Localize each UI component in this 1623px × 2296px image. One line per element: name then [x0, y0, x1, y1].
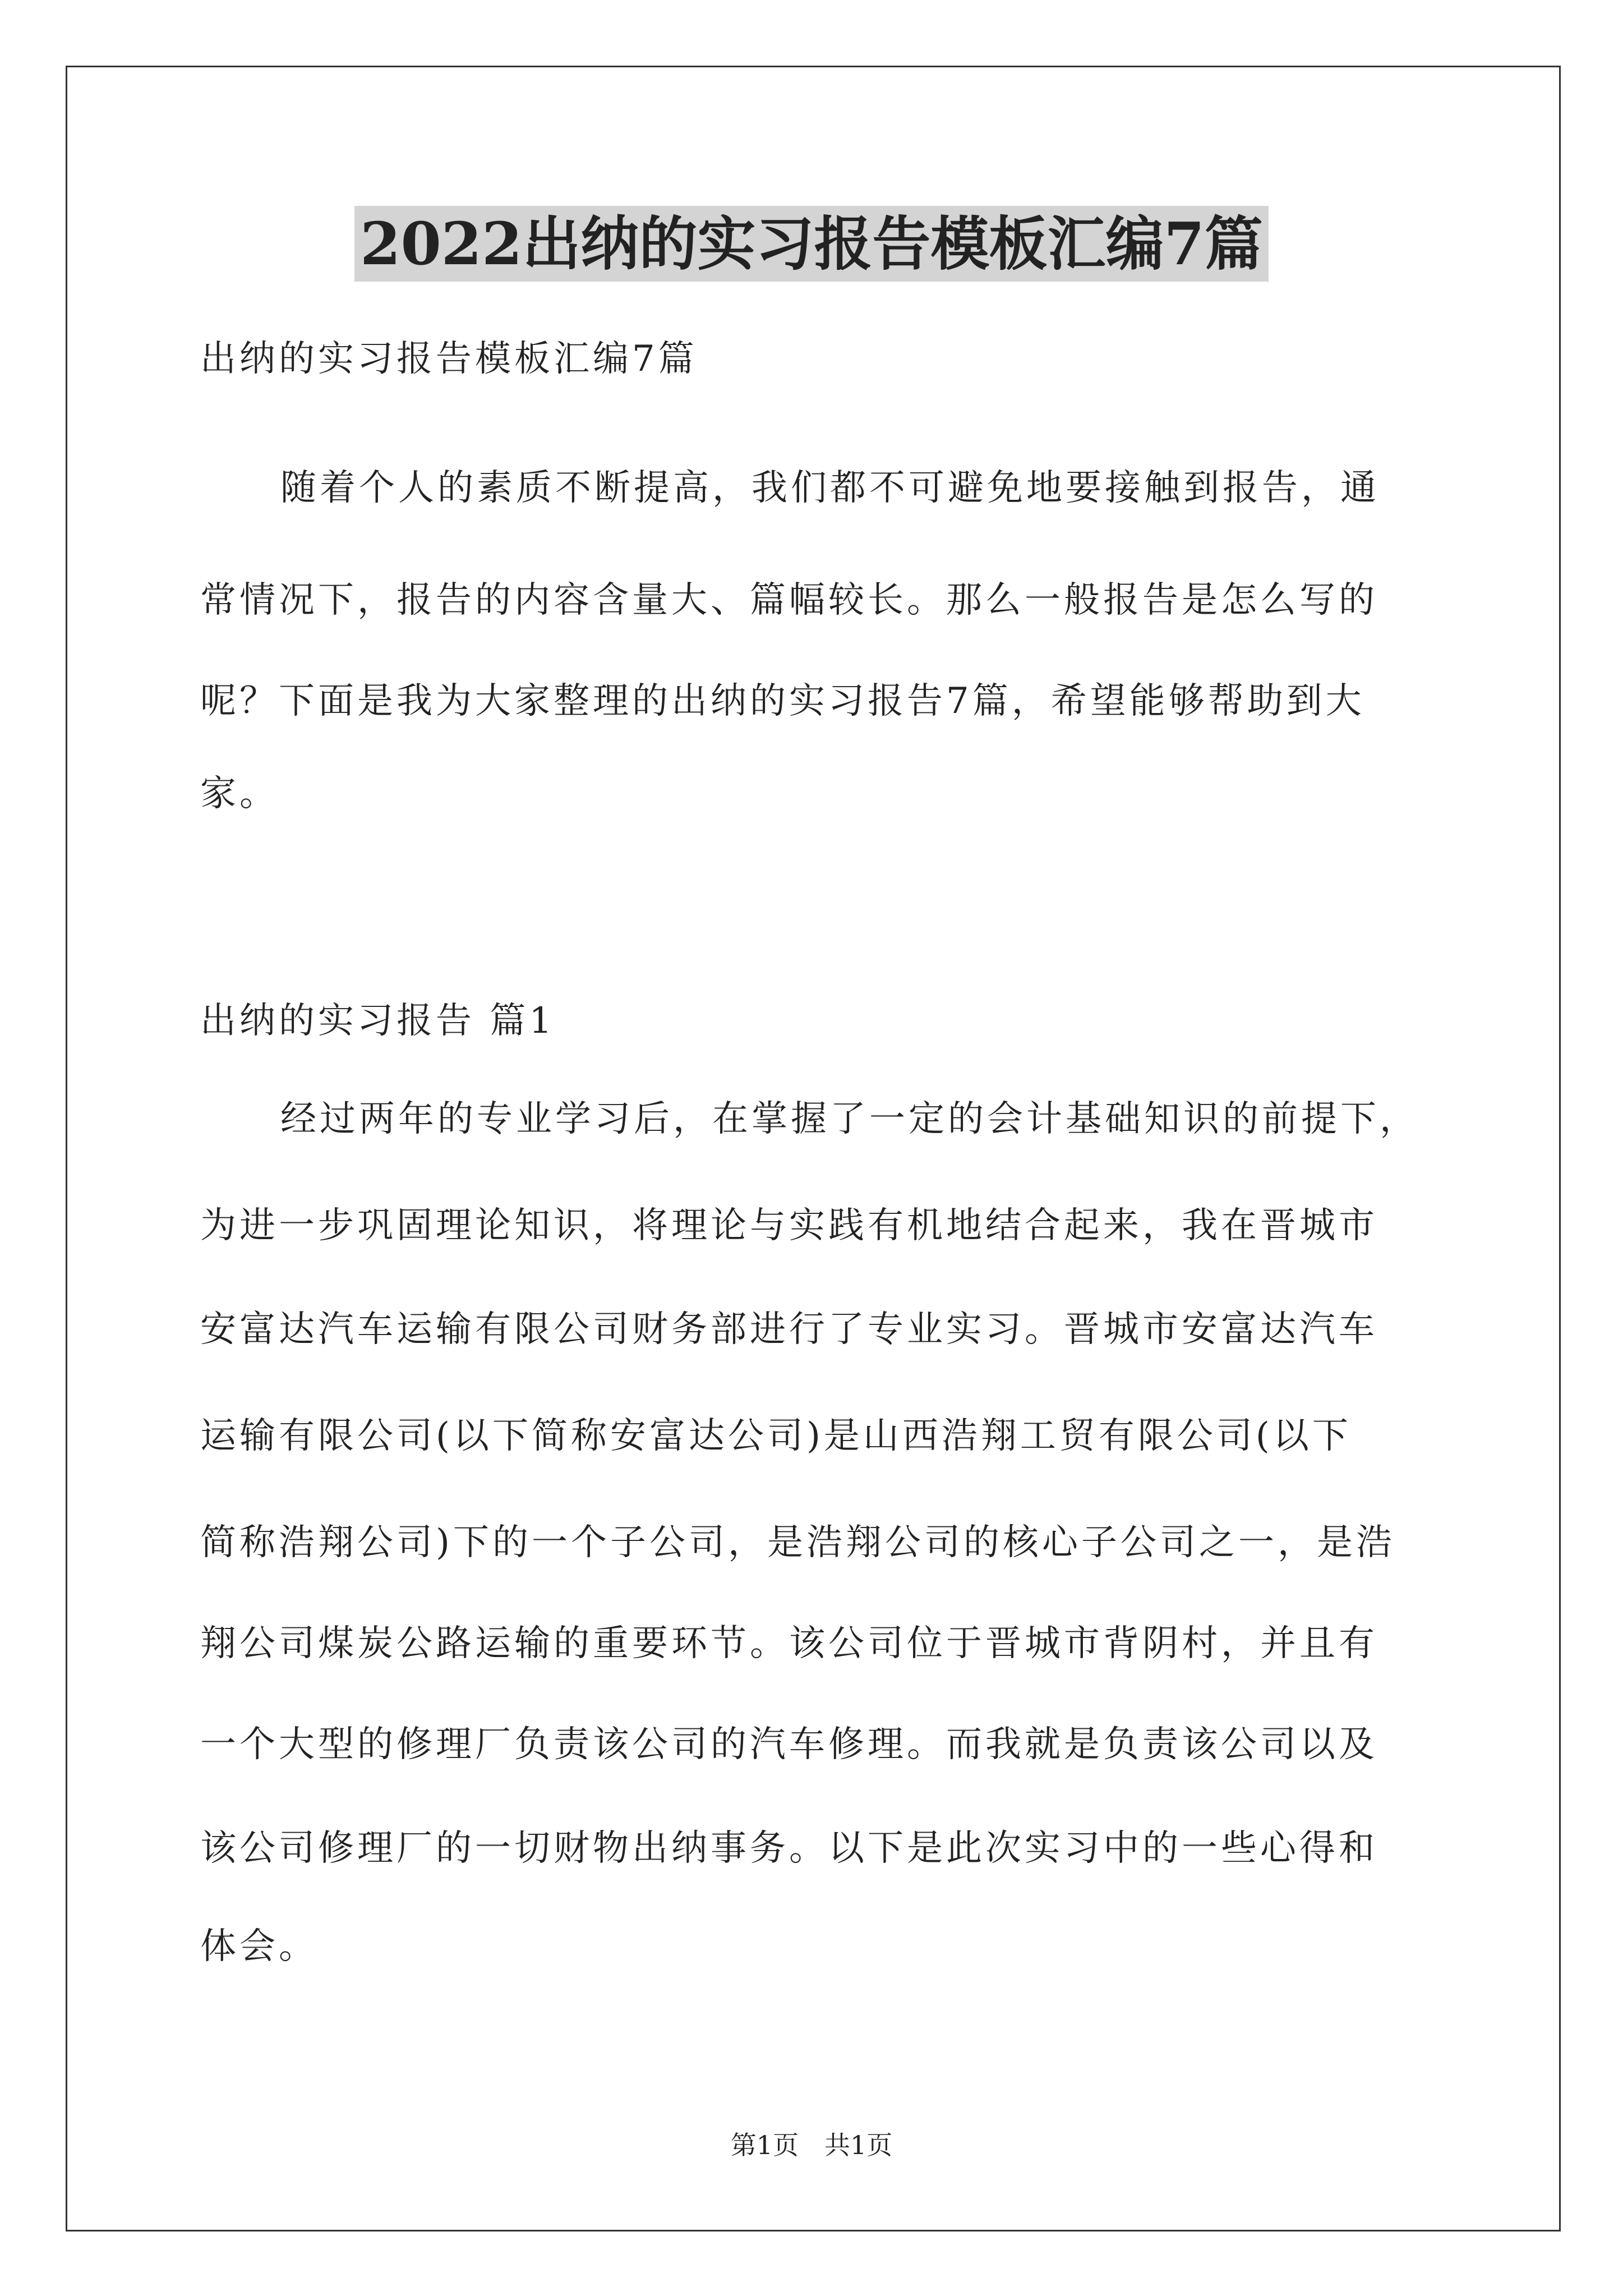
page-footer: 第1页 共1页	[730, 2130, 893, 2160]
document-subtitle: 出纳的实习报告模板汇编7篇	[200, 338, 698, 380]
document-title	[0, 202, 1623, 286]
intro-line: 随着个人的素质不断提高，我们都不可避免地要接触到报告，通	[280, 467, 1380, 509]
body-line: 为进一步巩固理论知识，将理论与实践有机地结合起来，我在晋城市	[200, 1205, 1378, 1246]
body-line: 安富达汽车运输有限公司财务部进行了专业实习。晋城市安富达汽车	[200, 1309, 1378, 1350]
body-line: 翔公司煤炭公路运输的重要环节。该公司位于晋城市背阴村，并且有	[200, 1623, 1378, 1664]
page-border	[66, 66, 1561, 2231]
body-line: 简称浩翔公司)下的一个子公司，是浩翔公司的核心子公司之一，是浩	[200, 1522, 1395, 1563]
body-line: 一个大型的修理厂负责该公司的汽车修理。而我就是负责该公司以及	[200, 1724, 1378, 1765]
intro-line: 呢？下面是我为大家整理的出纳的实习报告7篇，希望能够帮助到大	[200, 680, 1365, 722]
section-heading: 出纳的实习报告 篇1	[200, 1000, 556, 1042]
intro-line: 家。	[200, 773, 279, 815]
body-line: 该公司修理厂的一切财物出纳事务。以下是此次实习中的一些心得和	[200, 1828, 1378, 1869]
body-line: 体会。	[200, 1926, 318, 1967]
document-title-text: 2022出纳的实习报告模板汇编7篇	[354, 206, 1269, 282]
intro-line: 常情况下，报告的内容含量大、篇幅较长。那么一般报告是怎么写的	[200, 579, 1378, 621]
body-line: 经过两年的专业学习后，在掌握了一定的会计基础知识的前提下，	[280, 1098, 1419, 1140]
body-line: 运输有限公司(以下简称安富达公司)是山西浩翔工贸有限公司(以下	[200, 1415, 1352, 1457]
